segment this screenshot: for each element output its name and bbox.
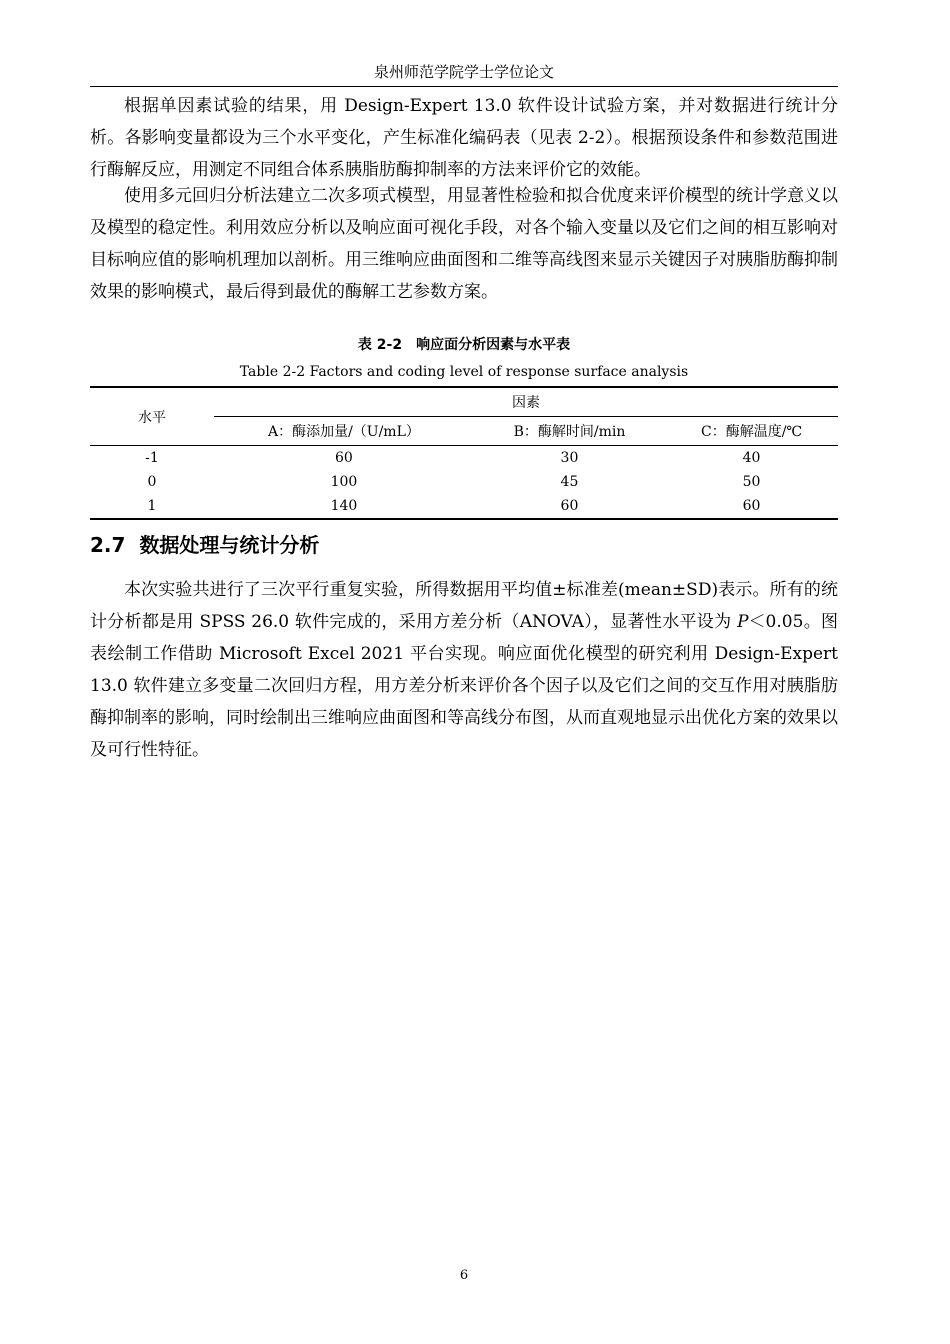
table-cell: 60 [474,494,665,519]
running-header: 泉州师范学院学士学位论文 [373,63,554,81]
table-cell: 45 [560,474,579,490]
table-cell: 0 [147,474,157,490]
table-cell: 1 [90,494,214,519]
factor-c-header: C：酶解温度/℃ [665,417,838,446]
factor-group-header: 因素 [214,387,838,417]
p-value-symbol: P [737,612,749,632]
body-paragraph-2: 使用多元回归分析法建立二次多项式模型，用显著性检验和拟合优度来评价模型的统计学意义以及模型的稳定性。利用效应分析以及响应面可视化手段，对各个输入变量以及它们之间的相互影响对目标响应值的影响机理加以剖析。用三维响应曲面图和二维等高线图来显示关键因子对胰脂肪酶抑制效果的影响模式，最后得到最优的酶解工艺参数方案。 [90,186,838,302]
table-cell: 60 [665,494,838,519]
factor-a-header: A：酶添加量/（U/mL） [214,417,474,446]
table-cell: 30 [560,450,579,466]
table-caption-english: Table 2-2 Factors and coding level of response surface analysis [239,364,689,380]
paragraph-text: 本次实验共进行了三次平行重复实验，所得数据用平均值±标准差(mean±SD)表示。所有的统计分析都是用 SPSS 26.0 软件完成的，采用方差分析（ANOVA），显著性水平设为 [90,580,838,632]
table-cell: 50 [742,474,761,490]
level-column-header: 水平 [90,387,214,446]
table-cell: 60 [335,450,353,466]
section-heading [90,530,838,560]
header-rule [90,86,838,87]
factor-level-table [90,386,838,520]
table-row [90,470,838,494]
table-cell: 40 [742,450,761,466]
factor-b-header: B：酶解时间/min [474,417,665,446]
table-cell: 100 [330,474,358,490]
paragraph-text: ＜0.05。图表绘制工作借助 Microsoft Excel 2021 平台实现。响应面优化模型的研究利用 Design-Expert 13.0 软件建立多变量二次回归方程，用方差分析来评价各个因子以及它们之间的交互作用对胰脂肪酶抑制率的影响，同时绘制出三维响应曲面图和等高线分布图，从而直观地显示出优化方案的效果以及可行性特征。 [90,612,838,760]
table-caption-chinese: 表 2-2 响应面分析因素与水平表 [357,337,571,353]
page-number: 6 [459,1268,469,1283]
table-cell: -1 [145,450,159,466]
table-row [90,494,838,519]
table-row [90,446,838,471]
table-cell: 140 [214,494,474,519]
section-title: 数据处理与统计分析 [139,533,320,557]
section-number: 2.7 [90,533,126,557]
body-paragraph-3 [90,574,838,766]
body-paragraph-1: 根据单因素试验的结果，用 Design-Expert 13.0 软件设计试验方案，并对数据进行统计分析。各影响变量都设为三个水平变化，产生标准化编码表（见表 2-2）。根据预设条件和参数范围进行酶解反应，用测定不同组合体系胰脂肪酶抑制率的方法来评价它的效能。 [90,96,838,180]
table-header-row [90,387,838,417]
